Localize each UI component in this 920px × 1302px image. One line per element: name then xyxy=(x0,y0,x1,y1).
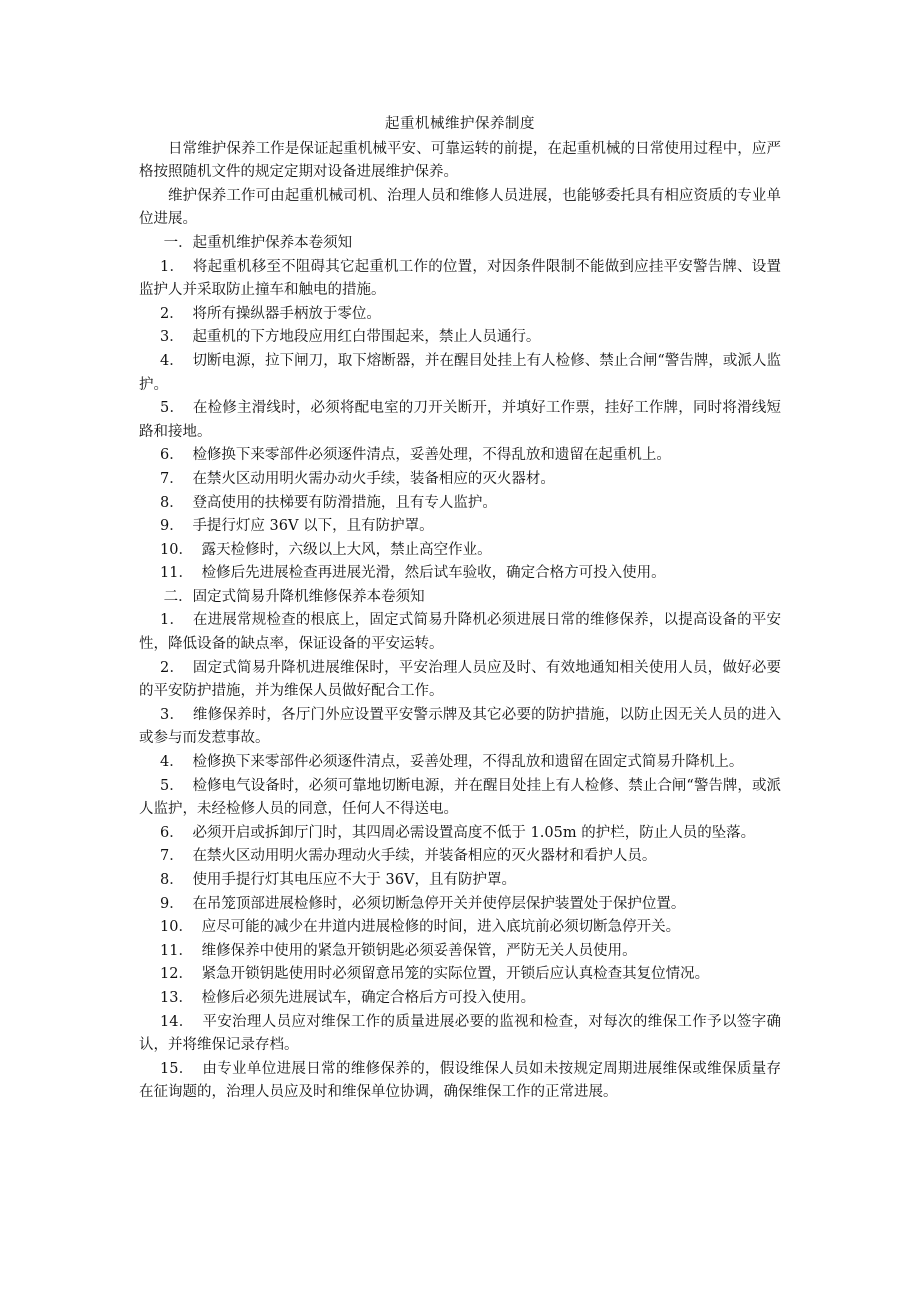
item-text: 检修换下来零部件必须逐件清点，妥善处理，不得乱放和遗留在起重机上。 xyxy=(192,447,671,464)
list-item xyxy=(139,492,781,516)
item-text: 手提行灯应 36V 以下，且有防护罩。 xyxy=(192,518,434,535)
item-number: 1． xyxy=(160,258,185,275)
item-number: 6． xyxy=(160,447,184,464)
item-number: 7． xyxy=(160,848,184,865)
item-number: 7． xyxy=(160,470,184,487)
list-item xyxy=(139,916,781,940)
intro-paragraph: 维护保养工作可由起重机械司机、治理人员和维修人员进展，也能够委托具有相应资质的专业单位进展。 xyxy=(139,187,781,228)
section-heading: 一．起重机维护保养本卷须知 xyxy=(163,234,353,251)
list-item xyxy=(139,940,781,964)
item-text: 必须开启或拆卸厅门时，其四周必需设置高度不低于 1.05m 的护栏，防止人员的坠落。 xyxy=(192,824,756,841)
list-item xyxy=(139,751,781,775)
list-item xyxy=(139,1058,781,1105)
item-text: 由专业单位进展日常的维修保养的，假设维保人员如未按规定周期进展维保或维保质量存在征询题的，治理人员应及时和维保单位协调，确保维保工作的正常进展。 xyxy=(139,1060,782,1101)
item-text: 登高使用的扶梯要有防滑措施，且有专人监护。 xyxy=(192,494,497,511)
item-number: 3． xyxy=(160,706,185,723)
document-title: 起重机械维护保养制度 xyxy=(385,116,535,132)
item-text: 维修保养时，各厅门外应设置平安警示牌及其它必要的防护措施，以防止因无关人员的进入或参与而发惹事故。 xyxy=(139,706,782,747)
item-text: 维修保养中使用的紧急开锁钥匙必须妥善保管，严防无关人员使用。 xyxy=(201,942,637,959)
item-number: 10． xyxy=(160,541,193,558)
item-number: 5． xyxy=(160,777,184,794)
item-text: 检修后必须先进展试车，确定合格后方可投入使用。 xyxy=(201,989,536,1006)
list-item xyxy=(139,869,781,893)
item-number: 10． xyxy=(160,919,193,936)
item-text: 检修电气设备时，必须可靠地切断电源，并在醒目处挂上有人检修、禁止合闸“警告牌，或派人监护，未经检修人员的同意，任何人不得送电。 xyxy=(139,777,781,818)
item-text: 使用手提行灯其电压应不大于 36V，且有防护罩。 xyxy=(192,872,516,888)
item-text: 切断电源，拉下闸刀，取下熔断器，并在醒目处挂上有人检修、禁止合闸“警告牌，或派人监护。 xyxy=(139,352,781,393)
list-item xyxy=(139,822,781,846)
item-text: 在进展常规检查的根底上，固定式简易升降机必须进展日常的维修保养，以提高设备的平安性，降低设备的缺点率，保证设备的平安运转。 xyxy=(139,612,782,653)
item-text: 固定式简易升降机进展维保时，平安治理人员应及时、有效地通知相关使用人员，做好必要的平安防护措施，并为维保人员做好配合工作。 xyxy=(139,659,782,700)
item-text: 将起重机移至不阻碍其它起重机工作的位置，对因条件限制不能做到应挂平安警告牌、设置监护人并采取防止撞车和触电的措施。 xyxy=(139,258,782,299)
item-text: 在检修主滑线时，必须将配电室的刀开关断开，并填好工作票，挂好工作牌，同时将滑线短路和接地。 xyxy=(139,400,782,440)
list-item xyxy=(139,1011,781,1058)
item-text: 紧急开锁钥匙使用时必须留意吊笼的实际位置，开锁后应认真检查其复位情况。 xyxy=(201,966,710,983)
item-number: 8． xyxy=(160,872,184,888)
item-number: 11． xyxy=(160,565,193,582)
list-item xyxy=(139,256,781,303)
list-item xyxy=(139,397,781,444)
item-number: 9． xyxy=(160,518,184,535)
list-item xyxy=(139,326,781,350)
item-number: 1． xyxy=(160,612,185,629)
item-text: 应尽可能的减少在井道内进展检修的时间，进入底坑前必须切断急停开关。 xyxy=(201,919,681,936)
list-item xyxy=(139,515,781,539)
section-heading: 二．固定式简易升降机维修保养本卷须知 xyxy=(163,588,425,605)
list-item xyxy=(139,468,781,492)
list-item xyxy=(139,845,781,869)
item-number: 2． xyxy=(160,659,185,676)
item-text: 在禁火区动用明火需办理动火手续，并装备相应的灭火器材和看护人员。 xyxy=(192,848,657,865)
list-item xyxy=(139,350,781,397)
item-number: 12． xyxy=(160,966,193,983)
item-number: 6． xyxy=(160,824,184,841)
list-item xyxy=(139,893,781,917)
item-text: 在禁火区动用明火需办动火手续，装备相应的灭火器材。 xyxy=(192,470,555,487)
item-number: 8． xyxy=(160,494,184,511)
item-text: 检修后先进展检查再进展光滑，然后试车验收，确定合格方可投入使用。 xyxy=(201,565,666,582)
intro-paragraph: 日常维护保养工作是保证起重机械平安、可靠运转的前提，在起重机械的日常使用过程中，应严格按照随机文件的规定定期对设备进展维护保养。 xyxy=(139,140,781,181)
item-number: 2． xyxy=(160,305,184,322)
item-text: 将所有操纵器手柄放于零位。 xyxy=(192,305,381,322)
item-text: 起重机的下方地段应用红白带围起来，禁止人员通行。 xyxy=(192,329,541,346)
item-text: 露天检修时，六级以上大风，禁止高空作业。 xyxy=(201,541,492,558)
item-number: 5． xyxy=(160,400,185,417)
list-item xyxy=(139,704,781,751)
document-page xyxy=(139,113,781,1105)
item-number: 13． xyxy=(160,989,193,1006)
item-number: 4． xyxy=(160,754,184,771)
item-number: 11． xyxy=(160,942,193,959)
list-item xyxy=(139,987,781,1011)
list-item xyxy=(139,444,781,468)
list-item xyxy=(139,562,781,586)
list-item xyxy=(139,609,781,656)
item-number: 9． xyxy=(160,895,184,912)
item-text: 检修换下来零部件必须逐件清点，妥善处理，不得乱放和遗留在固定式简易升降机上。 xyxy=(192,754,744,771)
item-number: 4． xyxy=(160,352,184,369)
list-item xyxy=(139,539,781,563)
list-item xyxy=(139,963,781,987)
item-text: 在吊笼顶部进展检修时，必须切断急停开关并使停层保护装置处于保护位置。 xyxy=(192,895,686,912)
item-text: 平安治理人员应对维保工作的质量进展必要的监视和检查，对每次的维保工作予以签字确认，并将维保记录存档。 xyxy=(139,1013,782,1054)
list-item xyxy=(139,657,781,704)
item-number: 14． xyxy=(160,1013,194,1030)
list-item xyxy=(139,303,781,327)
item-number: 3． xyxy=(160,329,184,346)
item-number: 15． xyxy=(160,1060,194,1077)
list-item xyxy=(139,775,781,822)
